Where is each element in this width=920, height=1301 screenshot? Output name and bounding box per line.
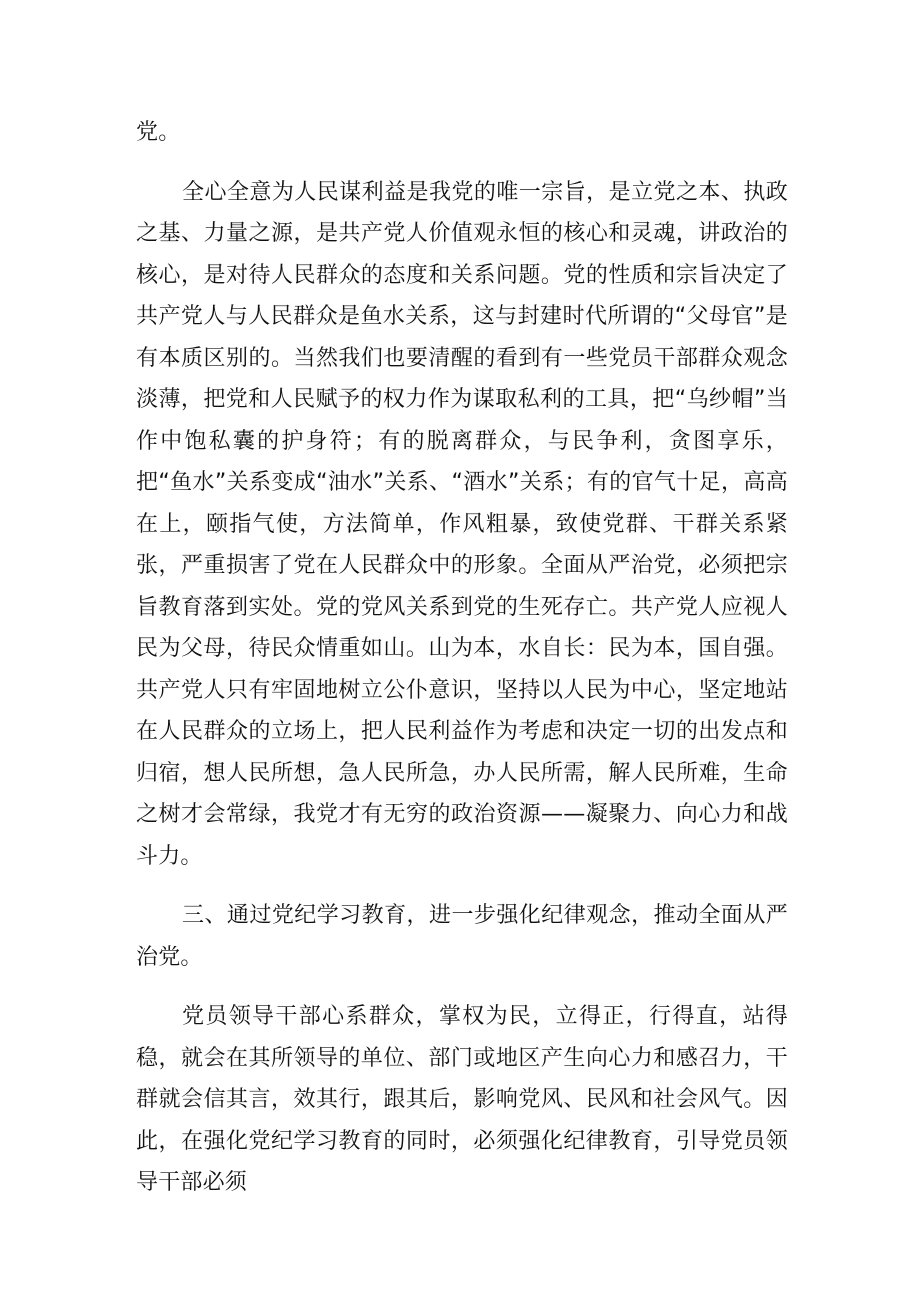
- document-page: [136, 112, 788, 1204]
- section-heading-three: 三、通过党纪学习教育，进一步强化纪律观念，推动全面从严治党。: [136, 903, 788, 970]
- paragraph-leaders: 党员领导干部心系群众，掌权为民，立得正，行得直，站得稳，就会在其所领导的单位、部门或地区产生向心力和感召力，干群就会信其言，效其行，跟其后，影响党风、民风和社会风气。因此，在强化党纪学习教育的同时，必须强化纪律教育，引导党员领导干部必须: [136, 1004, 788, 1195]
- paragraph-purpose: 全心全意为人民谋利益是我党的唯一宗旨，是立党之本、执政之基、力量之源，是共产党人价值观永恒的核心和灵魂，讲政治的核心，是对待人民群众的态度和关系问题。党的性质和宗旨决定了共产党人与人民群众是鱼水关系，这与封建时代所谓的“父母官”是有本质区别的。当然我们也要清醒的看到有一些党员干部群众观念淡薄，把党和人民赋予的权力作为谋取私利的工具，把“乌纱帽”当作中饱私囊的护身符；有的脱离群众，与民争利，贪图享乐，把“鱼水”关系变成“油水”关系、“酒水”关系；有的官气十足，高高在上，颐指气使，方法简单，作风粗暴，致使党群、干群关系紧张，严重损害了党在人民群众中的形象。全面从严治党，必须把宗旨教育落到实处。党的党风关系到党的生死存亡。共产党人应视人民为父母，待民众情重如山。山为本，水自长：民为本，国自强。共产党人只有牢固地树立公仆意识，坚持以人民为中心，坚定地站在人民群众的立场上，把人民利益作为考虑和决定一切的出发点和归宿，想人民所想，急人民所急，办人民所需，解人民所难，生命之树才会常绿，我党才有无穷的政治资源——凝聚力、向心力和战斗力。: [136, 179, 788, 869]
- paragraph-continuation: 党。: [136, 120, 181, 145]
